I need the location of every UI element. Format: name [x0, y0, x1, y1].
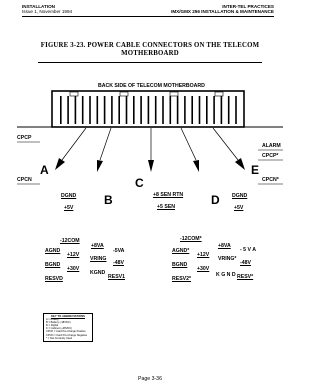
card-slot: [67, 96, 69, 124]
conn-a-48v: -48V: [113, 260, 124, 266]
card-slot: [206, 96, 208, 124]
card-slot: [104, 96, 106, 124]
card-slot: [177, 96, 179, 124]
card-slot: [148, 96, 150, 124]
key-line: K = Cabinet (+48VDC): [46, 327, 72, 331]
conn-b-5v: +5V: [64, 205, 74, 211]
conn-e-bgnd: BGND: [172, 262, 188, 268]
conn-a-12v: +12V: [67, 252, 80, 258]
figure-title-line1: FIGURE 3-23. POWER CABLE CONNECTORS ON THE TELECOM: [40, 42, 260, 49]
conn-e-agnd: AGND*: [172, 248, 190, 254]
callout-lines: [62, 128, 238, 160]
label-cpcn: CPCN: [17, 177, 32, 183]
callout-arrowheads: [55, 158, 245, 172]
conn-b-dgnd: DGND: [61, 193, 77, 199]
label-cpcn-star: CPCN*: [262, 177, 279, 183]
callout-e: E: [251, 163, 260, 177]
key-line: CPCP = Card Pre-Charge Positive: [46, 330, 86, 334]
conn-d-5v: +5V: [234, 205, 244, 211]
card-slot: [133, 96, 135, 124]
conn-a-bgnd: BGND: [45, 262, 61, 268]
conn-e-12v: +12V: [197, 252, 210, 258]
header-right-title: INTER-TEL PRACTICES: [222, 4, 274, 9]
card-slot: [89, 96, 91, 124]
conn-a-agnd: AGND: [45, 248, 61, 254]
header-connector: [70, 92, 78, 96]
conn-a-8va: +8VA: [91, 243, 104, 249]
card-slot: [228, 96, 230, 124]
conn-a-12com: -12COM: [60, 238, 80, 244]
card-slot: [111, 96, 113, 124]
card-slot: [184, 96, 186, 124]
conn-e-30v: +30V: [197, 266, 210, 272]
conn-a-vring: VRING: [90, 256, 107, 262]
card-slot: [170, 96, 172, 124]
label-cpcp: CPCP: [17, 135, 32, 141]
card-slot: [213, 96, 215, 124]
header-left-title: INSTALLATION: [22, 4, 56, 9]
header-left-issue: Issue 1, November 1994: [22, 9, 73, 14]
card-slot: [75, 96, 77, 124]
key-line: CPCN = Card Pre-Charge Negative: [46, 333, 88, 337]
card-slot: [97, 96, 99, 124]
card-slot: [235, 96, 237, 124]
card-slot: [126, 96, 128, 124]
conn-a-kgnd: KGND: [90, 270, 106, 276]
card-slot: [82, 96, 84, 124]
callout-a: A: [40, 163, 49, 177]
board-title: BACK SIDE OF TELECOM MOTHERBOARD: [98, 83, 205, 89]
card-slot: [162, 96, 164, 124]
conn-e-12com: -12COM*: [180, 236, 202, 242]
figure-title-line2: MOTHERBOARD: [121, 50, 179, 57]
card-slot: [221, 96, 223, 124]
conn-c-5-sen: +5 SEN: [157, 204, 176, 210]
conn-e-kgnd: K G N D: [216, 272, 236, 278]
conn-e-vring: VRING*: [218, 256, 237, 262]
abbreviation-key: [43, 313, 93, 342]
key-line: A = Analog: [46, 318, 59, 322]
label-cpcp-star: CPCP*: [262, 153, 279, 159]
conn-e-48v: -48V: [240, 260, 251, 266]
label-alarm: ALARM: [262, 143, 281, 149]
conn-c-sen-rtn: +8 SEN RTN: [153, 192, 184, 198]
key-line: D = Digital: [46, 324, 59, 328]
header-connector: [170, 92, 178, 96]
card-slot: [60, 96, 62, 124]
card-slots: [60, 92, 237, 124]
card-slot: [140, 96, 142, 124]
key-line: B = Battery (-48VDC): [46, 321, 71, 325]
header-connector: [215, 92, 223, 96]
key-title: KEY TO ABBREVIATIONS: [51, 314, 85, 318]
conn-e-5va: - 5 V A: [240, 247, 256, 253]
card-slot: [199, 96, 201, 124]
conn-a-5va: -5VA: [113, 248, 125, 254]
card-slot: [191, 96, 193, 124]
conn-a-resvd: RESVD: [45, 276, 63, 282]
card-slot: [118, 96, 120, 124]
conn-d-dgnd: DGND: [232, 193, 248, 199]
callout-b: B: [104, 193, 113, 207]
card-slot: [155, 96, 157, 124]
header-right-subtitle: IMX/GMX 256 INSTALLATION & MAINTENANCE: [171, 9, 274, 14]
conn-e-resv: RESV*: [237, 274, 254, 280]
conn-e-resv2: RESV2*: [172, 276, 192, 282]
page-number: Page 3-36: [138, 376, 162, 382]
callout-c: C: [135, 176, 144, 190]
conn-a-30v: +30V: [67, 266, 80, 272]
key-line: * = Not Currently Used: [46, 336, 73, 340]
header-connector: [120, 92, 128, 96]
callout-d: D: [211, 193, 220, 207]
conn-a-resv1: RESV1: [108, 274, 126, 280]
conn-e-8va: +8VA: [218, 243, 231, 249]
